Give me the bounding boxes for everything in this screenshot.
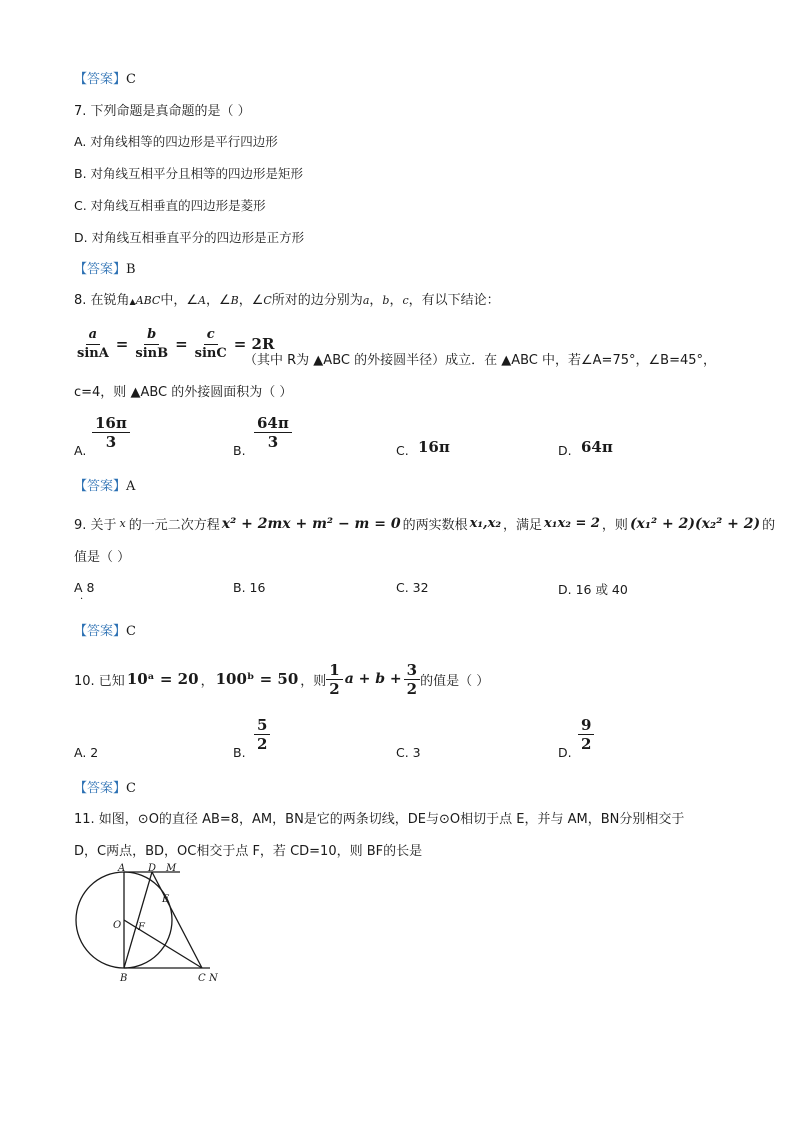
fraction-half (326, 661, 342, 698)
q9-option-d: D. 16 或 40 (558, 582, 628, 597)
side-a: a (362, 294, 370, 307)
q8-line2: （其中 R为 ▲ABC 的外接圆半径）成立．在 ▲ABC 中，若∠A=75°，∠B=45°， (244, 353, 716, 368)
sep: ， (369, 293, 383, 308)
q8-option-a-value (92, 414, 130, 451)
frac-den: 2 (406, 679, 418, 698)
q10-expr-mid: a + b + (344, 671, 402, 687)
label-d: D (148, 863, 157, 874)
answer-6 (74, 68, 136, 87)
fraction-c-over-sinC (192, 326, 230, 363)
q9-option-a: A 8 (74, 580, 95, 595)
q9-equation: x² + 2mx + m² − m = 0 (221, 515, 401, 532)
answer-value: C (126, 624, 136, 639)
q8-option-d-value: 64π (581, 438, 613, 456)
q10-option-d-label: D. (558, 745, 572, 760)
q8-stem (74, 289, 500, 308)
answer-label: 【答案】 (74, 781, 127, 796)
q8-stem-pre: 8. 在锐角 (74, 293, 130, 308)
q10-option-a: A. 2 (74, 745, 99, 760)
var-x: x (119, 517, 126, 530)
frac-den: 2 (257, 735, 268, 753)
label-e: E (162, 894, 170, 905)
frac-den: sinA (77, 345, 109, 361)
line-dc (152, 872, 202, 968)
answer-label: 【答案】 (74, 262, 127, 277)
q8-stem-post: 所对的边分别为 (271, 293, 363, 308)
q10-option-d-value (578, 716, 594, 753)
q11-line2: D，C两点，BD，OC相交于点 F，若 CD=10，则 BF的长是 (74, 844, 423, 859)
q8-option-c-value: 16π (418, 438, 450, 456)
fraction-a-over-sinA (74, 326, 112, 363)
answer-label: 【答案】 (74, 72, 127, 87)
answer-10 (74, 777, 136, 796)
q9-roots-text: 的两实数根 (402, 518, 468, 533)
frac-den: 2 (329, 679, 340, 698)
answer-value: C (126, 781, 136, 796)
label-m: M (166, 863, 177, 874)
angle-c: C (263, 294, 272, 307)
q9-option-b: B. 16 (233, 580, 266, 595)
q7-option-b: B. 对角线互相平分且相等的四边形是矩形 (74, 166, 304, 181)
q9-condition: x₁x₂ = 2 (544, 516, 600, 531)
frac-den: sinC (194, 345, 227, 361)
two-r: = 2R (233, 335, 275, 353)
frac-num: c (204, 326, 218, 345)
frac-den: sinB (135, 345, 169, 361)
frac-num: a (86, 326, 100, 345)
frac-num: 9 (578, 716, 594, 735)
q8-option-b-label: B. (233, 443, 246, 458)
q11-line1: 11. 如图，⊙O的直径 AB=8，AM，BN是它的两条切线，DE与⊙O相切于点 E，并与 AM，BN分别相交于 (74, 812, 685, 827)
q9-cond-text: ，满足 (503, 518, 543, 533)
answer-8 (74, 475, 135, 494)
q7-option-c: C. 对角线互相垂直的四边形是菱形 (74, 198, 266, 213)
q7-stem: 7. 下列命题是真命题的是（ ） (74, 104, 251, 119)
frac-den: 3 (105, 433, 117, 451)
q10-eq1: 10ᵃ = 20 (126, 670, 199, 688)
q9-stem-pre: 9. 关于 (74, 518, 117, 533)
answer-value: C (126, 72, 136, 87)
q9-expression: (x₁² + 2)(x₂² + 2) (629, 515, 761, 532)
q10-stem-pre: 10. 已知 (74, 673, 125, 689)
q10-option-b-label: B. (233, 745, 246, 760)
frac-num: 64π (254, 414, 292, 433)
angle-b: B (230, 294, 239, 307)
q10-stem (74, 655, 489, 703)
answer-value: A (126, 479, 136, 494)
q10-then: ，则 (300, 673, 327, 689)
sep: ，∠ (205, 293, 231, 308)
sep: ，∠ (238, 293, 264, 308)
q8-option-b-value (254, 414, 292, 451)
label-b: B (120, 973, 128, 984)
equals: = (175, 335, 188, 353)
fraction (92, 414, 130, 451)
q9-then: ，则 (601, 518, 628, 533)
q10-option-b-value (254, 716, 270, 753)
frac-num: b (144, 326, 159, 345)
q8-line3: c=4，则 ▲ABC 的外接圆面积为（ ） (74, 385, 293, 400)
frac-num: 3 (404, 661, 420, 680)
dot-mark: · (80, 594, 84, 605)
frac-num: 1 (326, 661, 342, 680)
label-f: F (138, 922, 145, 933)
frac-num: 5 (254, 716, 270, 735)
q10-stem-end: 的值是（ ） (420, 673, 490, 689)
label-a: A (118, 863, 126, 874)
equals: = (115, 335, 129, 353)
q10-eq2: 100ᵇ = 50 (215, 670, 299, 688)
q8-triangle-name: ABC (135, 294, 161, 307)
fraction (254, 414, 292, 451)
answer-7 (74, 258, 136, 277)
angle-a: A (198, 294, 206, 307)
q9-stem (74, 514, 775, 533)
q8-stem-mid: 中，∠ (160, 293, 199, 308)
q9-stem-mid: 的一元二次方程 (128, 518, 220, 533)
q9-option-c: C. 32 (396, 580, 429, 595)
fraction (578, 716, 594, 753)
q8-option-c-label: C. (396, 443, 409, 458)
triangle-icon: ▲ (129, 297, 136, 306)
answer-9 (74, 620, 136, 639)
q7-option-d: D. 对角线互相垂直平分的四边形是正方形 (74, 230, 305, 245)
q9-of: 的 (762, 518, 776, 533)
fraction (254, 716, 270, 753)
line-bd (124, 872, 152, 968)
answer-label: 【答案】 (74, 624, 127, 639)
q8-option-a-label: A. (74, 443, 87, 458)
label-o: O (113, 920, 122, 931)
line-oc (124, 920, 202, 968)
q9-line2: 值是（ ） (74, 550, 131, 565)
q8-option-d-label: D. (558, 443, 572, 458)
label-n: N (209, 973, 218, 984)
answer-value: B (126, 262, 136, 277)
sep: ， (200, 673, 214, 689)
frac-num: 16π (92, 414, 130, 433)
q11-geometry-figure (70, 862, 230, 987)
fraction-b-over-sinB (132, 326, 171, 363)
frac-den: 3 (267, 433, 279, 451)
q9-roots: x₁,x₂ (469, 516, 502, 531)
q7-option-a: A. 对角线相等的四边形是平行四边形 (74, 134, 278, 149)
fraction-three-halves (404, 661, 420, 698)
q10-option-c: C. 3 (396, 745, 421, 760)
q8-stem-end: ，有以下结论： (408, 293, 500, 308)
side-b: b (382, 294, 390, 307)
label-c: C (198, 973, 206, 984)
frac-den: 2 (581, 735, 592, 753)
answer-label: 【答案】 (74, 479, 127, 494)
side-c: c (402, 294, 409, 307)
sep: ， (389, 293, 403, 308)
